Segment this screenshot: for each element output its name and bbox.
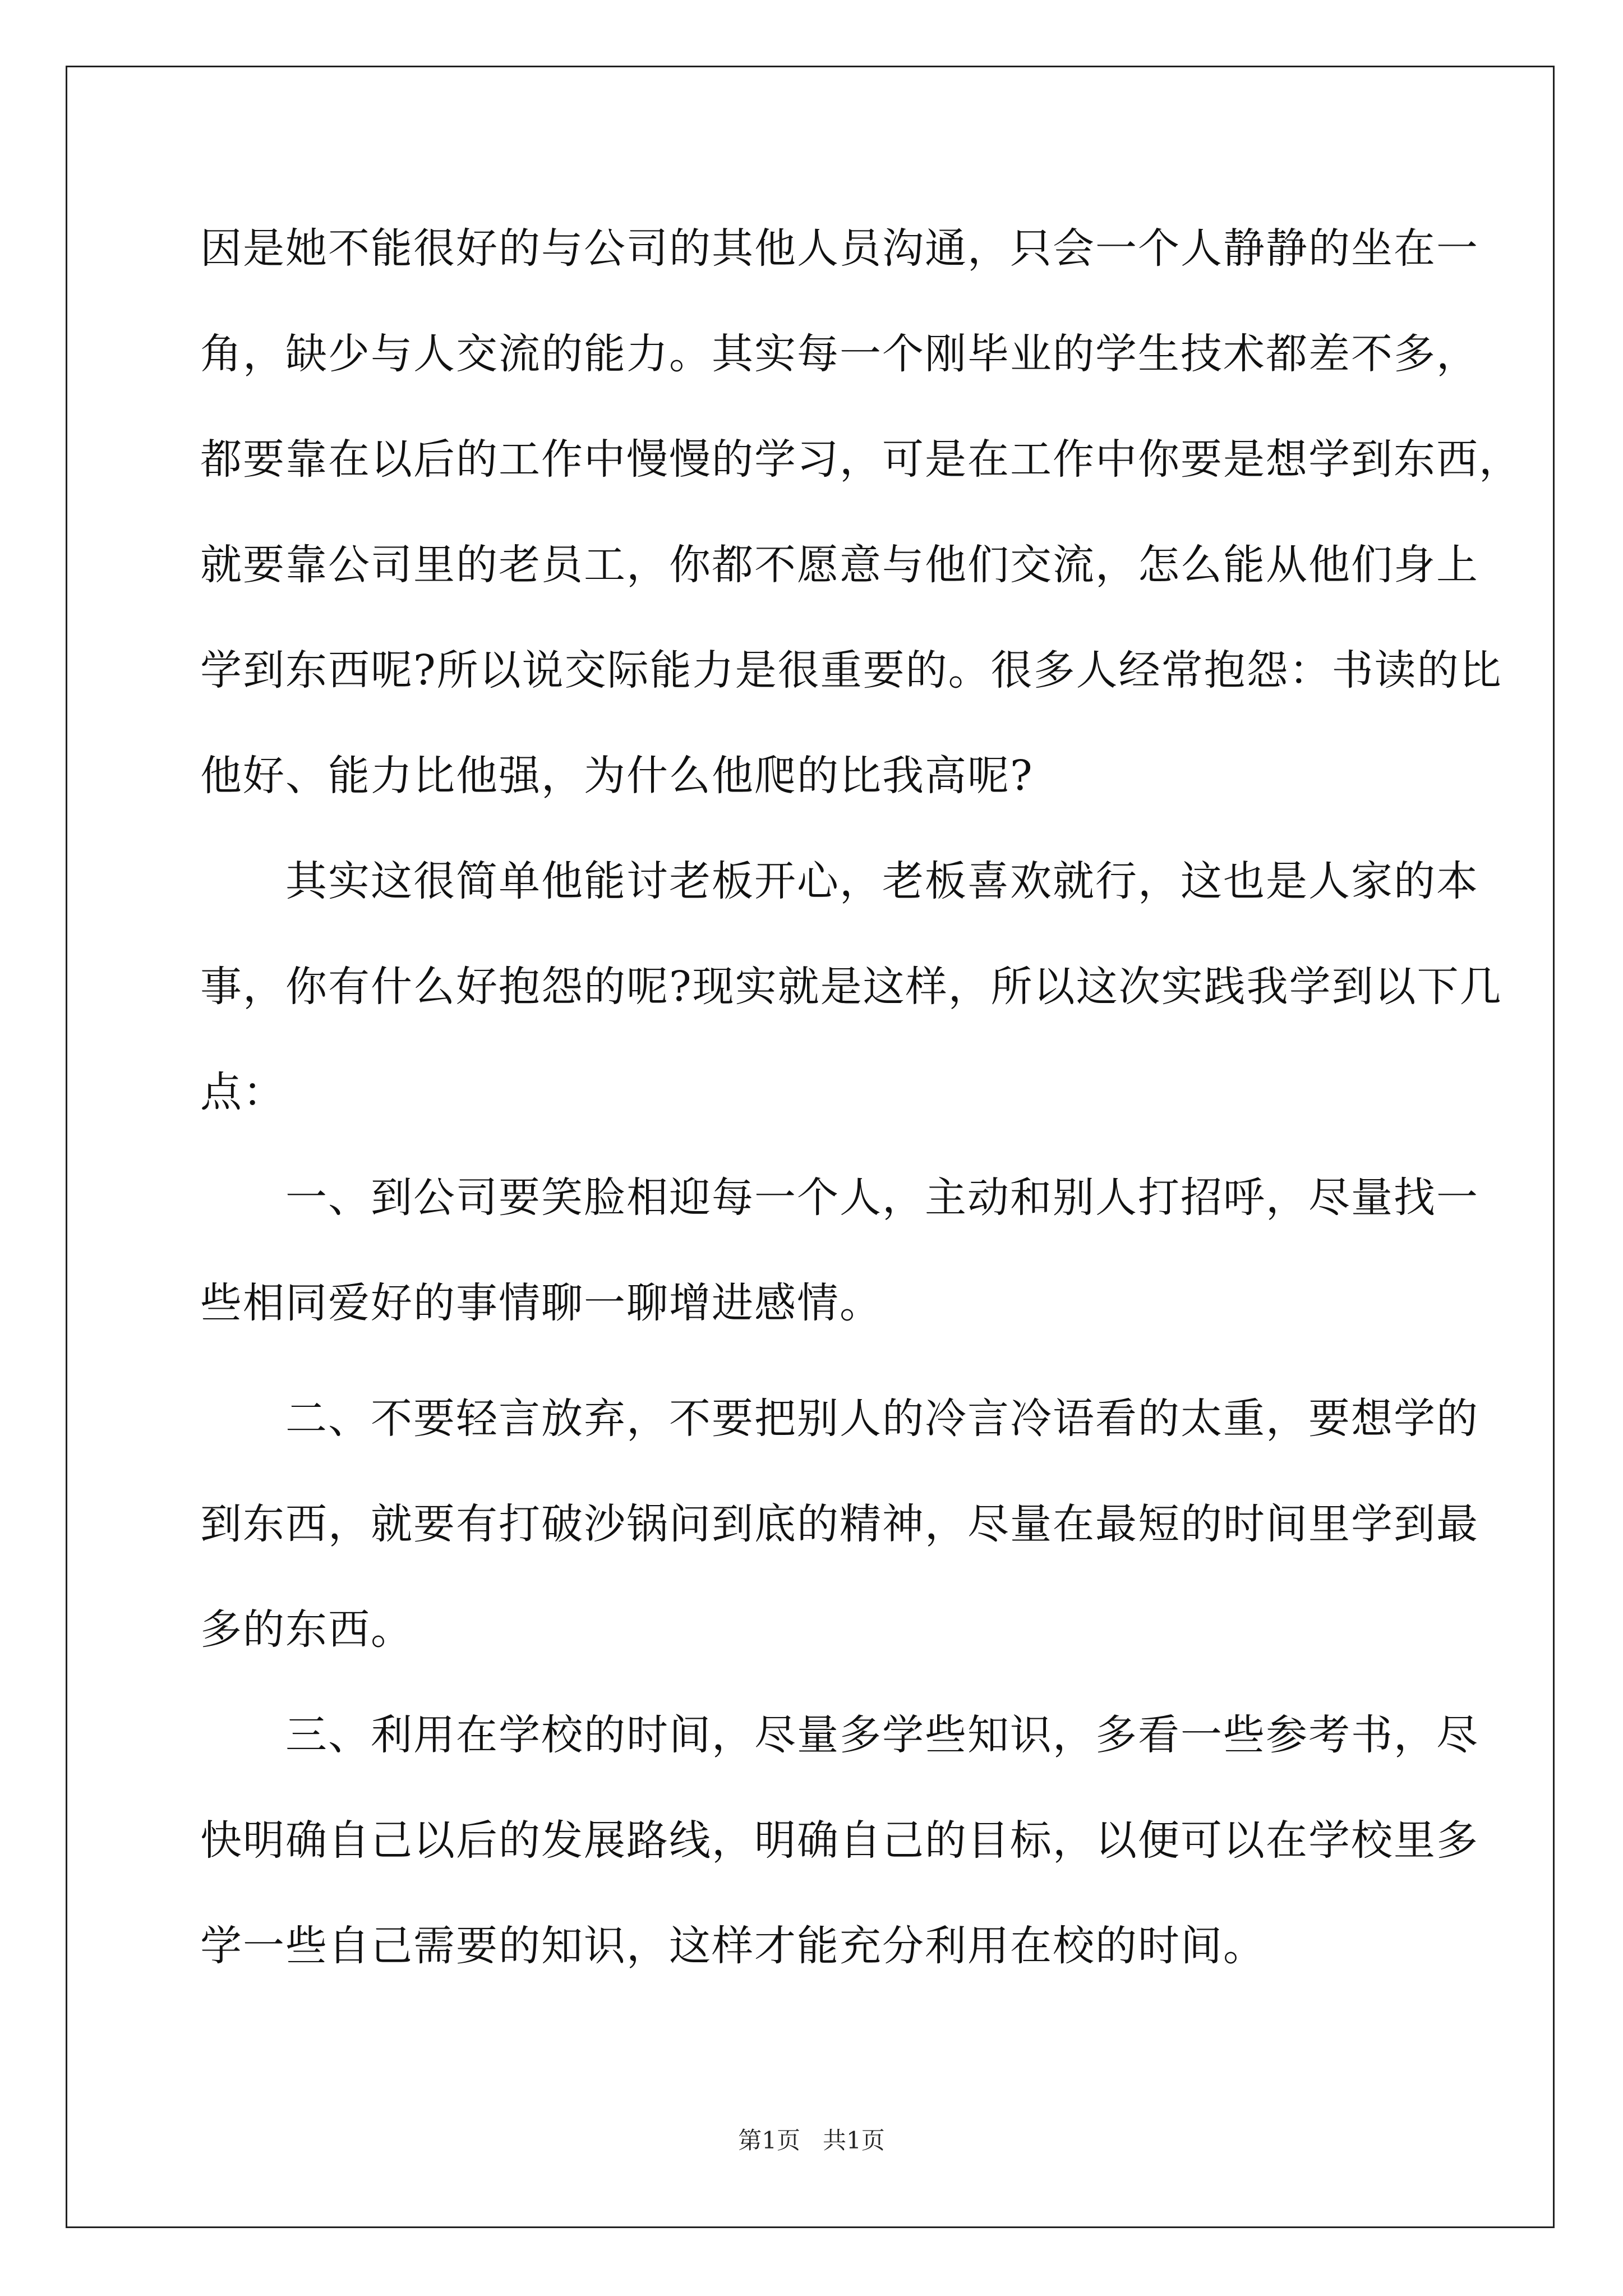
body-text-line: 二、不要轻言放弃，不要把别人的冷言冷语看的太重，要想学的: [200, 1395, 1479, 1443]
body-text-line: 三、利用在学校的时间，尽量多学些知识，多看一些参考书，尽: [200, 1711, 1479, 1759]
body-text-line: 事，你有什么好抱怨的呢?现实就是这样，所以这次实践我学到以下几: [200, 963, 1502, 1011]
body-text-line: 快明确自己以后的发展路线，明确自己的目标，以便可以在学校里多: [200, 1816, 1479, 1865]
body-text-line: 就要靠公司里的老员工，你都不愿意与他们交流，怎么能从他们身上: [200, 541, 1479, 589]
body-text-line: 些相同爱好的事情聊一聊增进感情。: [200, 1279, 882, 1327]
body-text-line: 其实这很简单他能讨老板开心，老板喜欢就行，这也是人家的本: [200, 857, 1479, 905]
body-text-line: 都要靠在以后的工作中慢慢的学习，可是在工作中你要是想学到东西，: [200, 435, 1521, 484]
page-number-footer: 第1页 共1页: [738, 2127, 885, 2154]
body-text-line: 点：: [200, 1068, 285, 1116]
body-text-line: 学到东西呢?所以说交际能力是很重要的。很多人经常抱怨：书读的比: [200, 646, 1502, 694]
body-text-line: 学一些自己需要的知识，这样才能充分利用在校的时间。: [200, 1922, 1266, 1970]
body-text-line: 一、到公司要笑脸相迎每一个人，主动和别人打招呼，尽量找一: [200, 1174, 1479, 1222]
body-text-line: 多的东西。: [200, 1605, 413, 1654]
body-text-line: 到东西，就要有打破沙锅问到底的精神，尽量在最短的时间里学到最: [200, 1500, 1479, 1548]
page-border: [66, 66, 1555, 2228]
body-text-line: 他好、能力比他强，为什么他爬的比我高呢?: [200, 752, 1034, 800]
body-text-line: 角，缺少与人交流的能力。其实每一个刚毕业的学生技术都差不多，: [200, 330, 1479, 378]
body-text-line: 因是她不能很好的与公司的其他人员沟通，只会一个人静静的坐在一: [200, 224, 1479, 273]
